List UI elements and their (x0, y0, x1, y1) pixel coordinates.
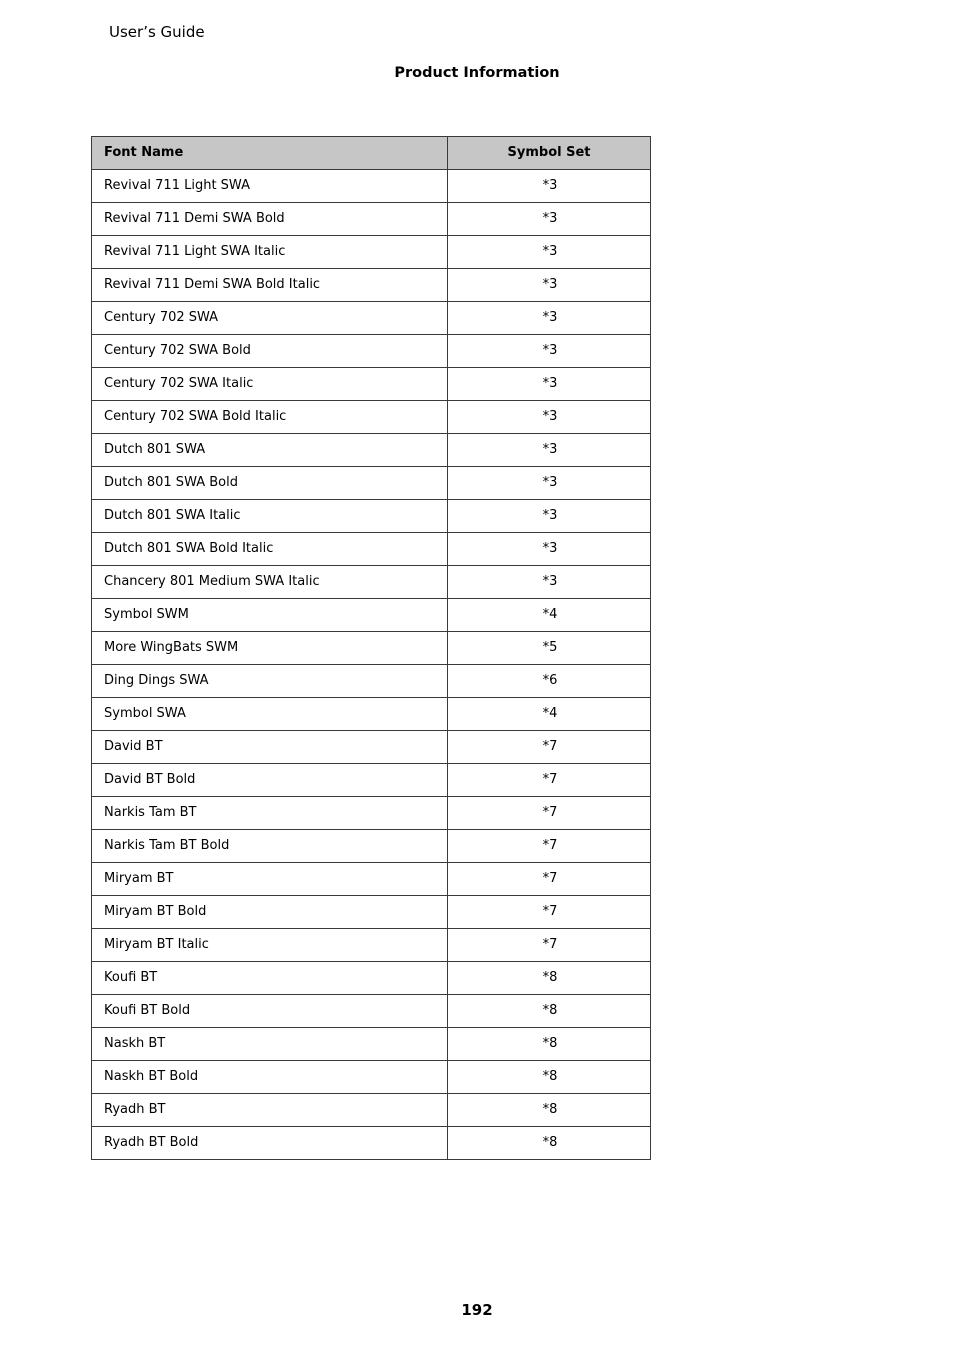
symbol-set-cell: *8 (448, 1094, 651, 1127)
symbol-set-cell: *7 (448, 896, 651, 929)
page-number: 192 (461, 1301, 493, 1319)
font-name-cell: Revival 711 Light SWA (92, 170, 448, 203)
table-row (92, 962, 651, 995)
font-name-cell: Miryam BT Italic (92, 929, 448, 962)
symbol-set-cell: *7 (448, 929, 651, 962)
symbol-set-cell: *8 (448, 962, 651, 995)
symbol-set-cell: *3 (448, 269, 651, 302)
table-header-row (92, 137, 651, 170)
symbol-set-cell: *3 (448, 434, 651, 467)
table-row (92, 467, 651, 500)
table-row (92, 830, 651, 863)
table-row (92, 929, 651, 962)
font-symbol-set-table (91, 136, 651, 1160)
table-row (92, 863, 651, 896)
font-name-cell: Century 702 SWA Bold (92, 335, 448, 368)
table-row (92, 434, 651, 467)
symbol-set-cell: *8 (448, 1127, 651, 1160)
table-row (92, 665, 651, 698)
font-name-cell: Revival 711 Demi SWA Bold (92, 203, 448, 236)
symbol-set-cell: *3 (448, 566, 651, 599)
table-body (92, 170, 651, 1160)
table-row (92, 368, 651, 401)
font-name-cell: David BT (92, 731, 448, 764)
table-row (92, 995, 651, 1028)
font-name-cell: Revival 711 Light SWA Italic (92, 236, 448, 269)
symbol-set-cell: *7 (448, 797, 651, 830)
symbol-set-cell: *3 (448, 500, 651, 533)
table-row (92, 269, 651, 302)
font-name-cell: Miryam BT Bold (92, 896, 448, 929)
font-name-cell: David BT Bold (92, 764, 448, 797)
table-row (92, 1028, 651, 1061)
font-name-cell: Koufi BT (92, 962, 448, 995)
table-row (92, 236, 651, 269)
symbol-set-cell: *7 (448, 863, 651, 896)
table-row (92, 896, 651, 929)
font-name-cell: Narkis Tam BT Bold (92, 830, 448, 863)
symbol-set-cell: *3 (448, 170, 651, 203)
table-row (92, 170, 651, 203)
table-row (92, 401, 651, 434)
symbol-set-cell: *5 (448, 632, 651, 665)
table-row (92, 797, 651, 830)
symbol-set-cell: *3 (448, 401, 651, 434)
table-row (92, 500, 651, 533)
font-name-cell: Chancery 801 Medium SWA Italic (92, 566, 448, 599)
symbol-set-cell: *3 (448, 302, 651, 335)
symbol-set-cell: *6 (448, 665, 651, 698)
symbol-set-cell: *3 (448, 335, 651, 368)
font-name-cell: More WingBats SWM (92, 632, 448, 665)
column-header-symbol-set: Symbol Set (448, 137, 651, 170)
table-row (92, 731, 651, 764)
table-row (92, 566, 651, 599)
symbol-set-cell: *3 (448, 368, 651, 401)
symbol-set-cell: *4 (448, 698, 651, 731)
symbol-set-cell: *7 (448, 830, 651, 863)
symbol-set-cell: *7 (448, 731, 651, 764)
font-name-cell: Dutch 801 SWA (92, 434, 448, 467)
table-row (92, 1094, 651, 1127)
font-name-cell: Dutch 801 SWA Italic (92, 500, 448, 533)
font-name-cell: Narkis Tam BT (92, 797, 448, 830)
font-name-cell: Naskh BT (92, 1028, 448, 1061)
font-name-cell: Naskh BT Bold (92, 1061, 448, 1094)
symbol-set-cell: *3 (448, 533, 651, 566)
font-name-cell: Ding Dings SWA (92, 665, 448, 698)
font-name-cell: Revival 711 Demi SWA Bold Italic (92, 269, 448, 302)
font-name-cell: Dutch 801 SWA Bold Italic (92, 533, 448, 566)
font-name-cell: Symbol SWM (92, 599, 448, 632)
table-row (92, 599, 651, 632)
font-name-cell: Century 702 SWA Bold Italic (92, 401, 448, 434)
font-name-cell: Ryadh BT (92, 1094, 448, 1127)
table-row (92, 302, 651, 335)
symbol-set-cell: *8 (448, 1061, 651, 1094)
font-name-cell: Ryadh BT Bold (92, 1127, 448, 1160)
table-row (92, 1061, 651, 1094)
guide-label: User’s Guide (109, 23, 205, 41)
symbol-set-cell: *8 (448, 1028, 651, 1061)
font-name-cell: Century 702 SWA Italic (92, 368, 448, 401)
table-row (92, 698, 651, 731)
symbol-set-cell: *4 (448, 599, 651, 632)
table-row (92, 632, 651, 665)
symbol-set-cell: *3 (448, 203, 651, 236)
font-name-cell: Miryam BT (92, 863, 448, 896)
font-name-cell: Century 702 SWA (92, 302, 448, 335)
symbol-set-cell: *3 (448, 236, 651, 269)
column-header-font-name: Font Name (92, 137, 448, 170)
table-row (92, 533, 651, 566)
font-name-cell: Dutch 801 SWA Bold (92, 467, 448, 500)
symbol-set-cell: *7 (448, 764, 651, 797)
table-row (92, 335, 651, 368)
font-name-cell: Symbol SWA (92, 698, 448, 731)
symbol-set-cell: *3 (448, 467, 651, 500)
table-row (92, 764, 651, 797)
table-row (92, 1127, 651, 1160)
table-row (92, 203, 651, 236)
table-header (92, 137, 651, 170)
font-name-cell: Koufi BT Bold (92, 995, 448, 1028)
symbol-set-cell: *8 (448, 995, 651, 1028)
section-title: Product Information (394, 65, 560, 81)
